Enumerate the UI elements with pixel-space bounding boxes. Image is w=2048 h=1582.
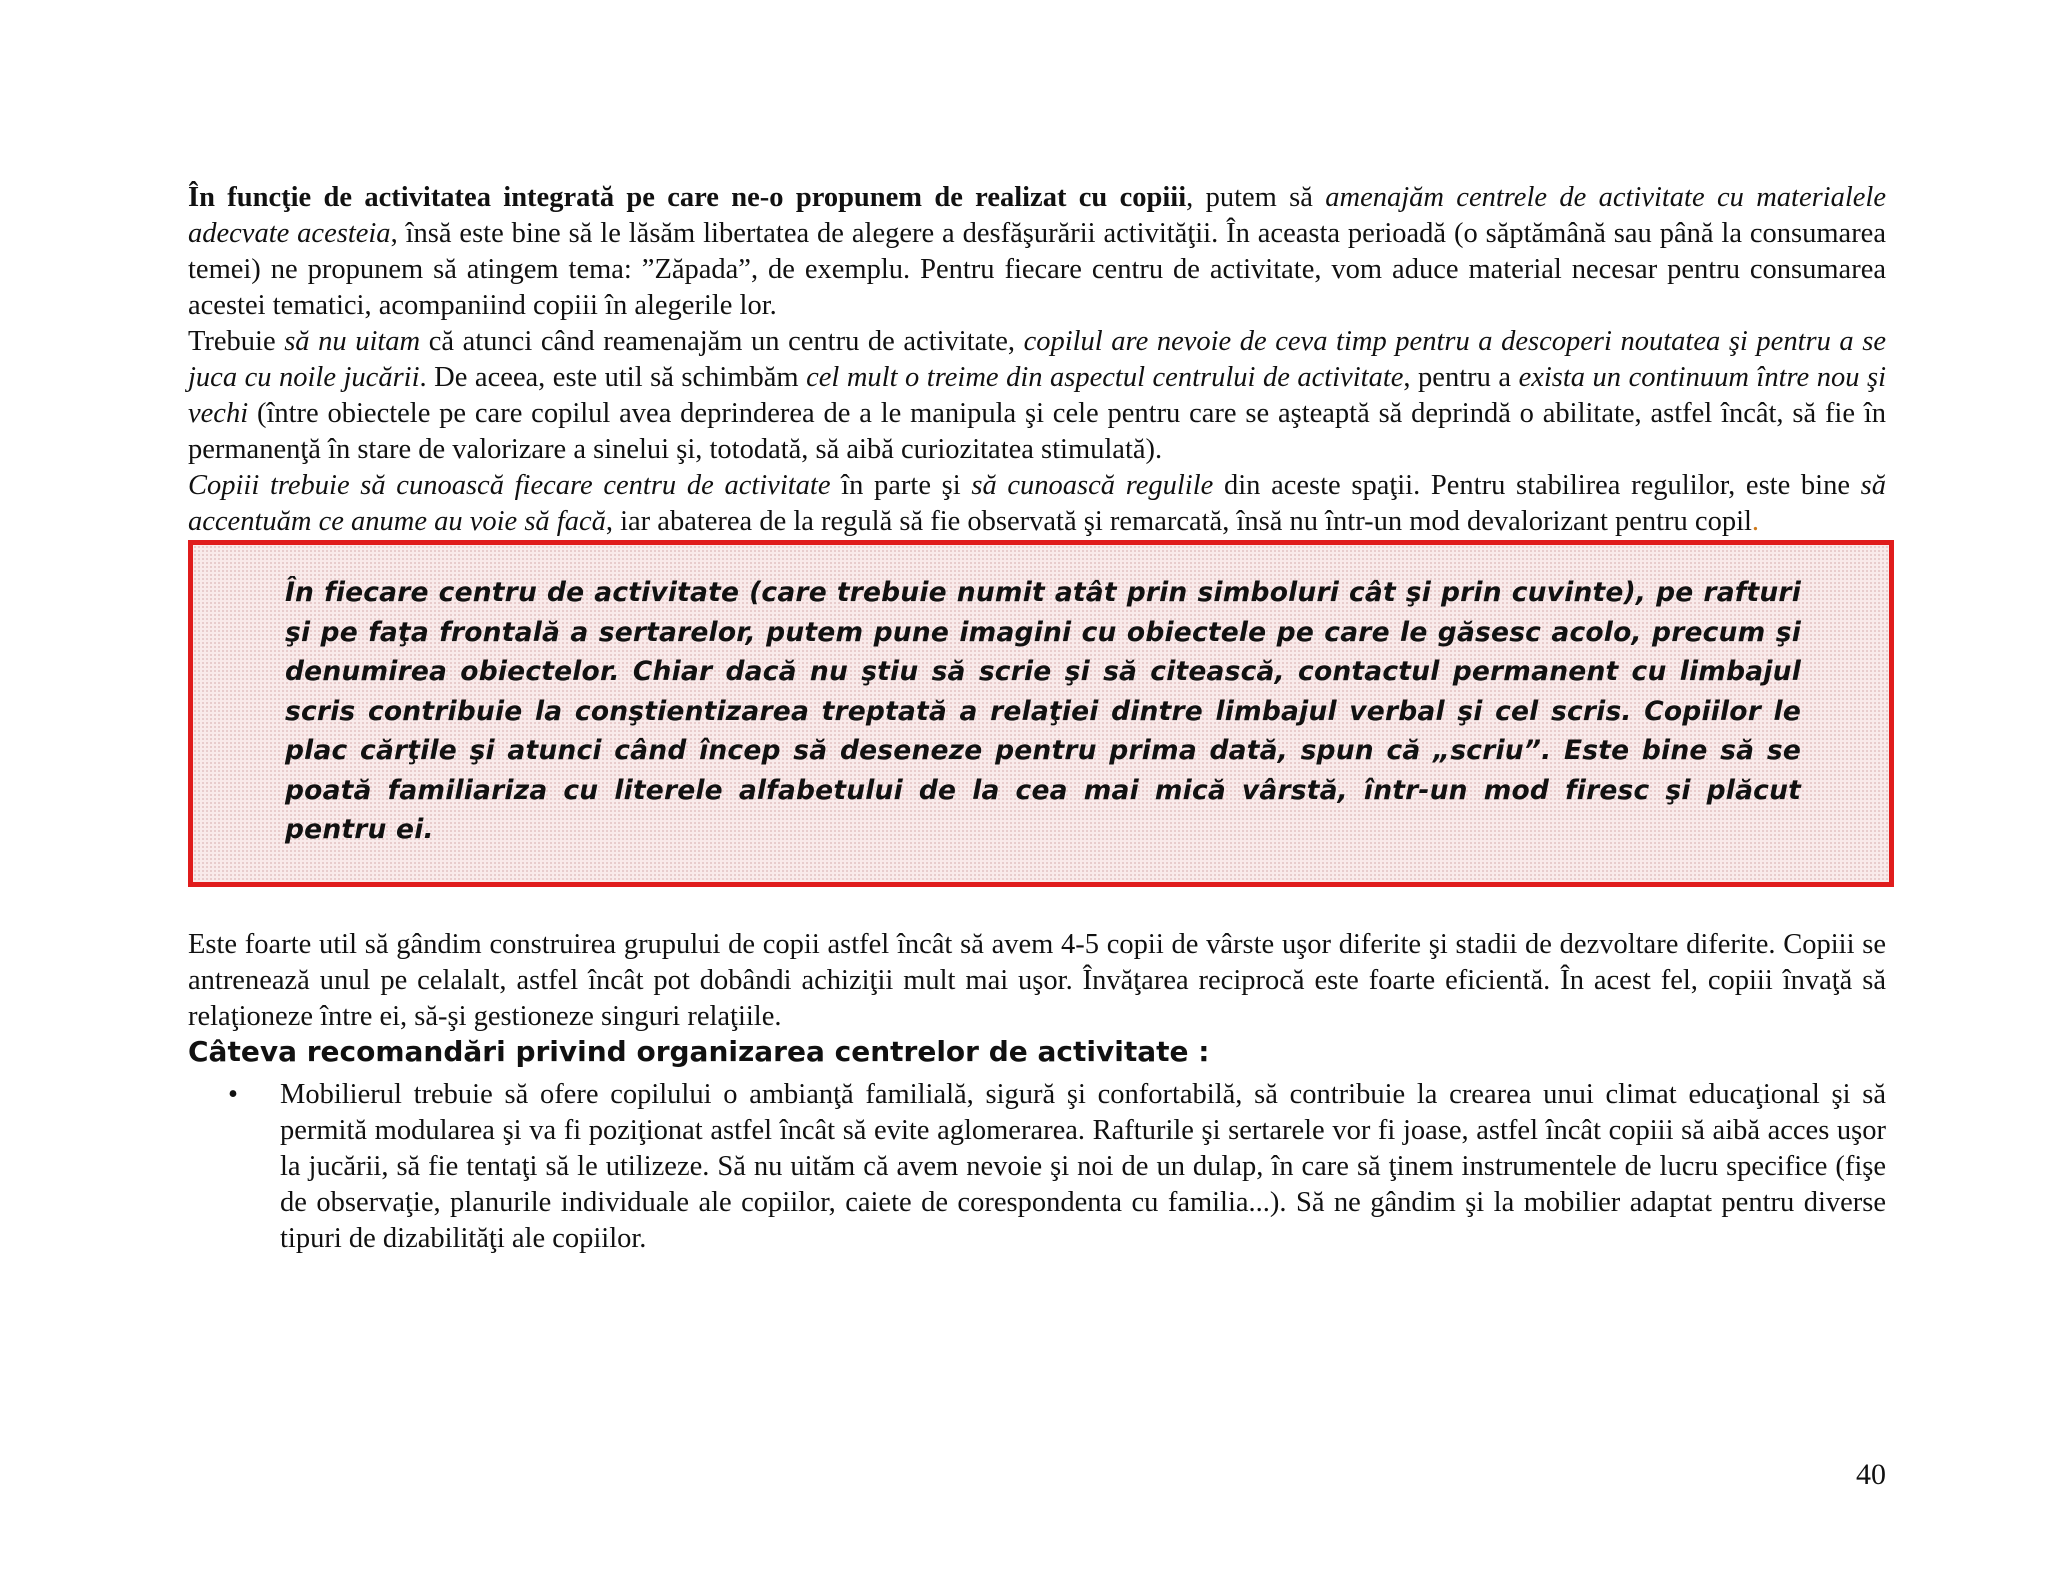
text-run-end: . xyxy=(1751,506,1760,537)
bullet-icon: • xyxy=(228,1078,238,1110)
paragraph-centers-by-activity xyxy=(188,180,1886,324)
italic-phrase: cel mult o treime din aspectul centrului de activitate xyxy=(806,362,1404,393)
text-run: , iar abaterea de la regulă să fie observată şi remarcată, însă nu într-un mod devalorizant pentru copil xyxy=(605,506,1752,537)
italic-phrase: amenajăm centrele de activitate cu materialele adecvate acesteia xyxy=(188,182,1886,249)
callout-text: În fiecare centru de activitate (care trebuie numit atât prin simboluri cât şi prin cuvinte), pe rafturi şi pe faţa frontală a sertarelor, putem pune imagini cu obiectele pe care le găsesc acolo, precum şi denumirea obiectelor. Chiar dacă nu ştiu să scrie şi să citească, contactul permanent cu limbajul scris contribuie la conştientizarea treptată a relaţiei dintre limbajul verbal şi cel scris. Copiilor le plac cărţile şi atunci când încep să deseneze pentru prima dată, spun că „scriu”. Este bine să se poată familiariza cu literele alfabetului de la cea mai mică vârstă, într-un mod firesc şi plăcut pentru ei. xyxy=(285,577,1801,845)
document-page xyxy=(188,180,1886,1257)
text-run: , însă este bine să le lăsăm libertatea de alegere a desfăşurării activităţii. În aceasta perioadă (o săptămână sau până la consumarea temei) ne propunem să atingem tema: ”Zăpada”, de exemplu. Pentru fiecare centru de activitate, vom aduce material necesar pentru consumarea acestei tematici, acompaniind copiii în alegerile lor. xyxy=(188,218,1886,321)
bold-phrase: În funcţie de activitatea integrată pe care ne-o propunem de realizat cu copiii xyxy=(188,182,1187,213)
list-item xyxy=(228,1077,1886,1257)
text-run: Trebuie xyxy=(188,326,285,357)
italic-phrase: Copiii trebuie să cunoască fiecare centru de activitate xyxy=(188,470,831,501)
text-run: . De aceea, este util să schimbăm xyxy=(419,362,807,393)
text-run: , pentru a xyxy=(1403,362,1519,393)
italic-phrase: copilul are nevoie de ceva timp pentru a descoperi noutatea şi pentru a se juca cu noile jucării xyxy=(188,326,1886,393)
page-number: 40 xyxy=(1856,1458,1886,1491)
italic-phrase: exista un continuum între nou şi vechi xyxy=(188,362,1886,429)
text-run: în parte şi xyxy=(830,470,972,501)
text-run: din aceste spaţii. Pentru stabilirea regulilor, este bine xyxy=(1213,470,1861,501)
italic-phrase: să nu uitam xyxy=(284,326,421,357)
recommendations-list xyxy=(188,1077,1886,1257)
list-item-text: Mobilierul trebuie să ofere copilului o ambianţă familială, sigură şi confortabilă, să contribuie la crearea unui climat educaţional şi să permită modularea şi va fi poziţionat astfel încât să evite aglomerarea. Rafturile şi sertarele vor fi joase, astfel încât copiii să aibă acces uşor la jucării, să fie tentaţi să le utilizeze. Să nu uităm că avem nevoie şi noi de un dulap, în care să ţinem instrumentele de lucru specifice (fişe de observaţie, planurile individuale ale copiilor, caiete de corespondenta cu familia...). Să ne gândim şi la mobilier adaptat pentru diverse tipuri de dizabilităţi ale copiilor. xyxy=(280,1078,1886,1254)
callout-box xyxy=(188,540,1894,887)
italic-phrase: să cunoască regulile xyxy=(971,470,1214,501)
paragraph-group-composition: Este foarte util să gândim construirea grupului de copii astfel încât să avem 4-5 copii de vârste uşor diferite şi stadii de dezvoltare diferite. Copiii se antrenează unul pe celalalt, astfel încât pot dobândi achiziţii mult mai uşor. Învăţarea reciprocă este foarte eficientă. În acest fel, copiii învaţă să relaţioneze între ei, să-şi gestioneze singuri relaţiile. xyxy=(188,928,1886,1032)
recommendations-heading: Câteva recomandări privind organizarea centrelor de activitate : xyxy=(188,1034,1210,1068)
paragraph-rules xyxy=(188,468,1886,540)
italic-phrase: să accentuăm ce anume au voie să facă xyxy=(188,470,1887,537)
paragraph-reorganizing-centers xyxy=(188,324,1886,468)
text-run: că atunci când reamenajăm un centru de activitate, xyxy=(420,326,1024,357)
text-run: (între obiectele pe care copilul avea deprinderea de a le manipula şi cele pentru care se aşteaptă să deprindă o abilitate, astfel încât, să fie în permanenţă în stare de valorizare a sinelui şi, totodată, să aibă curiozitatea stimulată). xyxy=(188,398,1886,465)
text-run: , putem să xyxy=(1186,182,1326,213)
